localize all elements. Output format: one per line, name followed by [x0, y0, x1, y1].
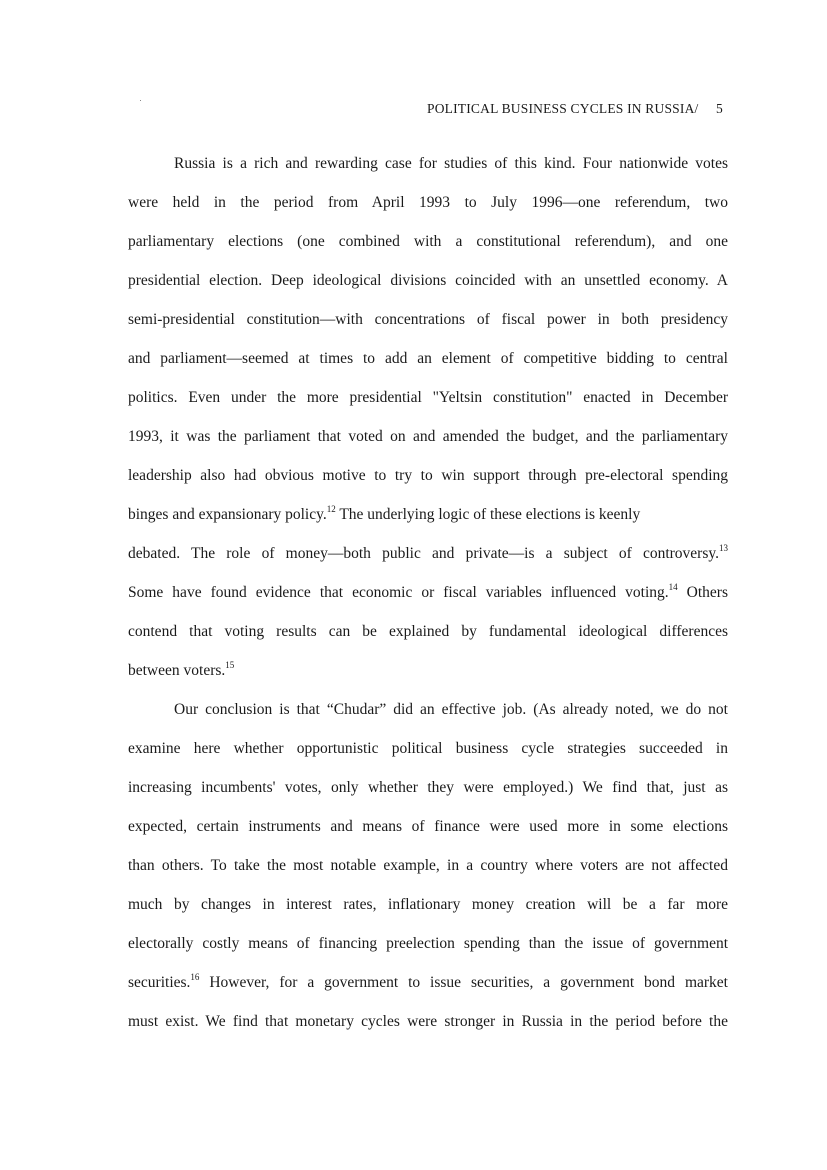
body-line-8: 1993, it was the parliament that voted on and amended the budget, and the parliamentary: [128, 428, 728, 445]
footnote-ref-12[interactable]: 12: [326, 504, 336, 514]
body-line-23: must exist. We find that monetary cycles were stronger in Russia in the period before the: [128, 1013, 728, 1030]
body-line-18: expected, certain instruments and means of finance were used more in some elections: [128, 818, 728, 835]
body-line-10: binges and expansionary policy.$^{12}$ The underlying logic of these elections is keenly: [128, 504, 641, 523]
body-line-22: securities.$^{16}$ However, for a government to issue securities, a government bond market: [128, 972, 728, 991]
body-line-9: leadership also had obvious motive to try to win support through pre-electoral spending: [128, 467, 728, 484]
body-line-16: examine here whether opportunistic political business cycle strategies succeeded in: [128, 740, 728, 757]
body-line-6: and parliament—seemed at times to add an element of competitive bidding to central: [128, 350, 728, 367]
running-title: POLITICAL BUSINESS CYCLES IN RUSSIA/: [426, 101, 699, 116]
footnote-ref-15[interactable]: 15: [225, 660, 235, 670]
body-line-11: debated. The role of money—both public and private—is a subject of controversy.$^{13}$: [128, 543, 728, 562]
body-line-15: Our conclusion is that “Chudar” did an effective job. (As already noted, we do not: [174, 701, 728, 718]
body-line-14: between voters.$^{15}$: [128, 660, 235, 679]
scan-speck: [140, 100, 141, 101]
body-line-21: electorally costly means of financing preelection spending than the issue of government: [128, 935, 728, 952]
body-line-12: Some have found evidence that economic or fiscal variables influenced voting.$^{14}$ Others: [128, 582, 728, 601]
body-line-19: than others. To take the most notable example, in a country where voters are not affected: [128, 857, 728, 874]
footnote-ref-13[interactable]: 13: [719, 543, 728, 553]
footnote-ref-16[interactable]: 16: [190, 972, 200, 982]
body-line-2: were held in the period from April 1993 to July 1996—one referendum, two: [128, 194, 728, 211]
footnote-ref-14[interactable]: 14: [668, 582, 678, 592]
body-line-13: contend that voting results can be explained by fundamental ideological differences: [128, 623, 728, 640]
body-line-17: increasing incumbents' votes, only whether they were employed.) We find that, just as: [128, 779, 728, 796]
body-line-5: semi-presidential constitution—with concentrations of fiscal power in both presidency: [128, 311, 728, 328]
body-line-3: parliamentary elections (one combined with a constitutional referendum), and one: [128, 233, 728, 250]
body-line-1: Russia is a rich and rewarding case for studies of this kind. Four nationwide votes: [174, 155, 728, 172]
body-line-20: much by changes in interest rates, inflationary money creation will be a far more: [128, 896, 728, 913]
page-number: 5: [716, 101, 723, 116]
body-line-7: politics. Even under the more presidential "Yeltsin constitution" enacted in December: [128, 389, 728, 406]
running-header: [427, 101, 723, 117]
body-line-4: presidential election. Deep ideological divisions coincided with an unsettled economy. A: [128, 272, 728, 289]
